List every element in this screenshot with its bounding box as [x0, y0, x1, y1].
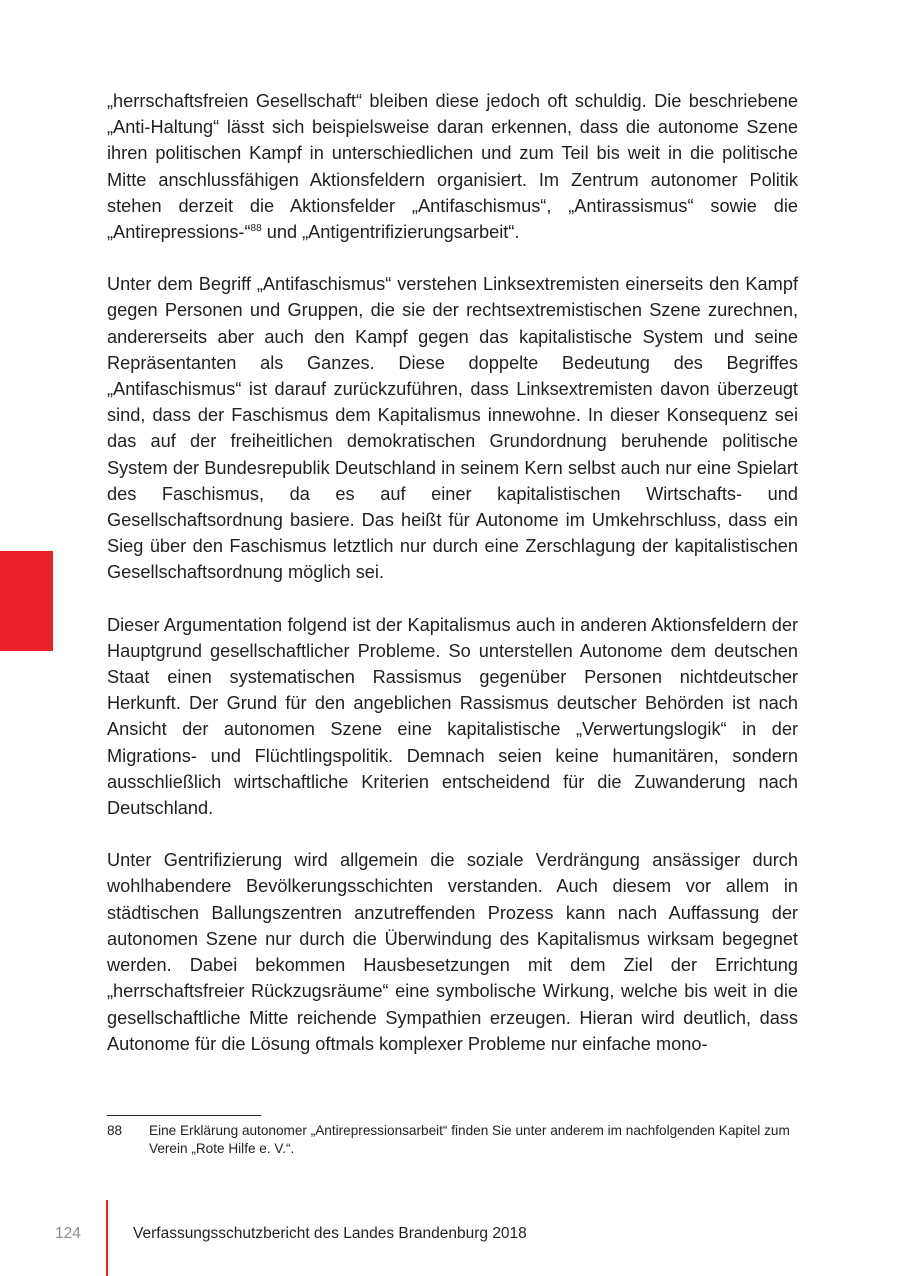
paragraph-2: Unter dem Begriff „Antifaschismus“ verstehen Linksextremisten einerseits den Kampf gegen Personen und Gruppen, die sie der rechtsextremistischen Szene zurechnen, andererseits aber auch den Kampf gegen das kapitalistische System und seine Repräsentanten als Ganzes. Diese doppelte Bedeutung des Begriffes „Antifaschismus“ ist darauf zurückzuführen, dass Linksextremisten davon überzeugt sind, dass der Faschismus dem Kapitalismus innewohne. In dieser Konsequenz sei das auf der freiheitlichen demokratischen Grundordnung beruhende politische System der Bundesrepublik Deutschland in seinem Kern selbst auch nur eine Spielart des Faschismus, da es auf einer kapitalistischen Wirtschafts- und Gesellschaftsordnung basiere. Das heißt für Autonome im Umkehrschluss, dass ein Sieg über den Faschismus letztlich nur durch eine Zerschlagung der kapitalistischen Gesellschaftsordnung möglich sei. — [107, 274, 798, 583]
paragraph-1 — [107, 88, 798, 245]
paragraph-1-text: „herrschaftsfreien Gesellschaft“ bleiben diese jedoch oft schuldig. Die beschriebene „Anti-Haltung“ lässt sich beispielsweise daran erkennen, dass die autonome Szene ihren politischen Kampf in unterschiedlichen und zum Teil bis weit in die politische Mitte anschlussfähigen Aktionsfeldern organisiert. Im Zentrum autonomer Politik stehen derzeit die Aktionsfelder „Antifaschismus“, „Antirassismus“ sowie die „Antirepressions-“ — [107, 91, 798, 243]
footnote-divider — [107, 1115, 261, 1116]
paragraph-1-text-end: und „Antigentrifizierungsarbeit“. — [261, 222, 520, 243]
footnote-text: Eine Erklärung autonomer „Antirepressionsarbeit“ finden Sie unter anderem im nachfolgenden Kapitel zum Verein „Rote Hilfe e. V.“. — [149, 1123, 790, 1156]
footnote-reference-88[interactable]: 88 — [250, 223, 262, 235]
footnote — [107, 1122, 798, 1157]
footnote-number: 88 — [107, 1123, 123, 1138]
footer-divider — [106, 1200, 108, 1276]
paragraph-3: Dieser Argumentation folgend ist der Kapitalismus auch in anderen Aktionsfeldern der Hauptgrund gesellschaftlicher Probleme. So unterstellen Autonome dem deutschen Staat einen systematischen Rassismus gegenüber Personen nichtdeutscher Herkunft. Der Grund für den angeblichen Rassismus deutscher Behörden ist nach Ansicht der autonomen Szene eine kapitalistische „Verwertungslogik“ in der Migrations- und Flüchtlingspolitik. Demnach seien keine humanitären, sondern ausschließlich wirtschaftliche Kriterien entscheidend für die Zuwanderung nach Deutschland. — [107, 614, 798, 819]
footer-title: Verfassungsschutzbericht des Landes Brandenburg 2018 — [133, 1225, 527, 1242]
paragraph-4: Unter Gentrifizierung wird allgemein die soziale Verdrängung ansässiger durch wohlhabendere Bevölkerungsschichten verstanden. Auch diesem vor allem in städtischen Ballungszentren anzutreffenden Prozess kann nach Auffassung der autonomen Szene nur durch die Überwindung des Kapitalismus wirksam begegnet werden. Dabei bekommen Hausbesetzungen mit dem Ziel der Errichtung „herrschaftsfreier Rückzugsräume“ eine symbolische Wirkung, welche bis weit in die gesellschaftliche Mitte reichende Sympathien erzeugen. Hieran wird deutlich, dass Autonome für die Lösung oftmals komplexer Probleme nur einfache mono- — [107, 850, 798, 1054]
chapter-marker-tab — [0, 551, 53, 651]
page-number: 124 — [55, 1225, 81, 1242]
body-text — [107, 88, 798, 1083]
